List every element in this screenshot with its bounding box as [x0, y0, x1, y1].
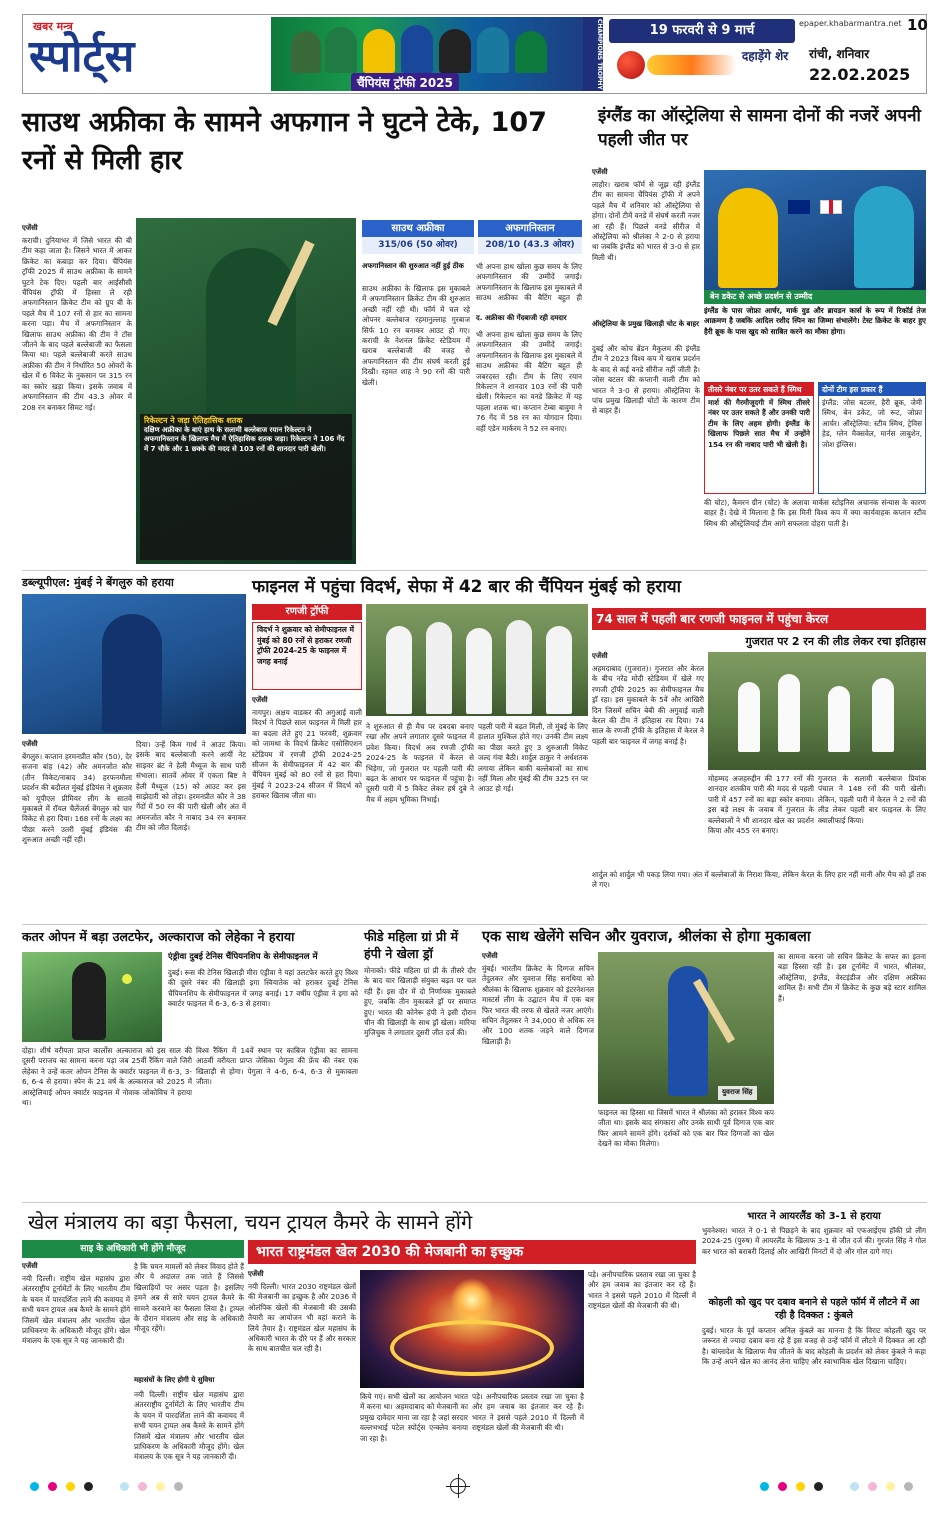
page-number: 10	[907, 16, 928, 34]
city-day: रांची, शनिवार	[809, 47, 870, 61]
wpl-body: बेंगलुरु। कप्तान हरमनप्रीत कौर (50), देर सजना बांह (42) और अमनजोत कौर (तीन विकेट/नाबाद 34) हरफनमौला प्रदर्शन की बदौलत मुंबई इंडियंस ने शुक्रवार को यूपीएल प्रीमियर लीग के सातवें मुकाबले में रॉयल चैलेंजर्स बेंगलुरु को चार विकेट से हरा दिया। 168 रनों के लक्ष्य का पीछा करने उतरी मुंबई इंडियंस की शुरुआत अच्छी नहीं रही।	[22, 752, 132, 845]
fide-headline: फीडे महिला ग्रां प्री में हंपी ने खेला ड्रॉ	[364, 929, 459, 961]
cricket-ball-icon	[617, 51, 645, 79]
ministry-headline: खेल मंत्रालय का बड़ा फैसला, चयन ट्रायल कैमरे के सामने होंगे	[28, 1210, 473, 1234]
date-range: 19 फरवरी से 9 मार्च	[609, 19, 795, 43]
lead-col-3b: भी अपना हाथ खोला कुछ समय के लिए अफगानिस्तान की उम्मीदें जगाईं। अफगानिस्तान के खिलाफ इस मुकाबले में साउथ अफ्रीका की बैटिंग बहुत ही जबरदस्त रही। टीम के लिए रयान रिकेल्टन ने शानदार 103 रनों की पारी खेली। रिकेल्टन का वनडे क्रिकेट में यह पहला शतक था। कप्तान टेम्बा बावुमा ने 76 गेंद में 58 रन का योगदान दिया। वहीं एडेन मार्करम ने 52 रन बनाए।	[476, 330, 582, 433]
squad-box-title: दोनों टीम इस प्रकार हैं	[819, 383, 925, 396]
wpl-col-2: दिया। उन्हें किम गार्थ ने आउट किया। इसके बाद बल्लेबाजी करने आयीं नेट साइवर ब्रंट ने हेली मैथ्यूज के साथ पारी संभाला। सातवें ओवर में एकता बिष्ट ने हेली मैथ्यूज (15) को आउट कर इस साझेदारी को तोड़ा। हरमनप्रीत कौर ने 38 गेंदों में 50 रन की पारी खेली और अंत में अमनजोत कौर ने नाबाद 34 रन बनाकर टीम को जीत दिलाई।	[136, 740, 246, 833]
kerala-photo	[708, 652, 926, 770]
ministry-agency: एजेंसी	[22, 1262, 38, 1270]
kerala-headline-bar	[592, 608, 926, 630]
eng-aus-headline: इंग्लैंड का ऑस्ट्रेलिया से सामना दोनों की नजरें अपनी पहली जीत पर	[598, 106, 921, 150]
eng-aus-agency: एजेंसी	[592, 168, 608, 176]
player-silhouette	[206, 248, 296, 438]
ministry-col-2b: नयी दिल्ली। राष्ट्रीय खेल महासंघ द्वारा अंतरराष्ट्रीय टूर्नामेंटों के लिए भारतीय टीम के चयन में पारदर्शिता लाने की कवायद में सभी चयन ट्रायल अब कैमरे के सामने होंगे जिसमें खेल मंत्रालय और भारतीय खेल प्राधिकरण के अधिकारी मौजूद होंगे। खेल मंत्रालय के एक सूत्र ने यह जानकारी दी।	[134, 1390, 244, 1462]
ministry-sub-2: महासंघों के लिए होगी ये सुविधा	[134, 1376, 215, 1384]
sachin-agency: एजेंसी	[482, 952, 498, 960]
squad-box	[818, 382, 926, 494]
player-left	[718, 188, 778, 288]
aus-flag-icon	[788, 200, 810, 214]
eng-aus-bottom: की चोट), कैमरन ग्रीन (चोट) के अलावा मार्कस स्टोइनिस अचानक संन्यास के कारण बाहर हैं। देखे में मिलाना है कि इस मिनी विश्व कप में क्या कार्यवाहक कप्तान स्टीव स्मिथ की ऑस्ट्रेलियाई टीम आगे सफलता दोहरा पाती है।	[704, 498, 926, 528]
squad-box-body: इंग्लैंड: जोस बटलर, हैरी ब्रूक, जेमी स्मिथ, बेन डकेट, जो रूट, जोफ्रा आर्चर। ऑस्ट्रेलिया: स्टीव स्मिथ, ट्रेविस हेड, ग्लेन मैक्सवेल, मार्नस लाबुशेन, जोश इंग्लिस।	[822, 398, 922, 449]
vidarbha-summary: विदर्भ ने शुक्रवार को सेमीफाइनल में मुंबई को 80 रनों से हराकर रणजी ट्रॉफी 2024-25 के फाइनल में जगह बनाई	[257, 625, 354, 666]
kerala-subhead: गुजरात पर 2 रन की लीड लेकर रचा इतिहास	[745, 635, 926, 648]
wpl-photo	[22, 594, 246, 734]
wpl-headline: डब्ल्यूपीएल: मुंबई ने बेंगलुरु को हराया	[22, 576, 174, 589]
players-banner	[271, 17, 583, 91]
epaper-url[interactable]: epaper.khabarmantra.net	[799, 19, 902, 28]
kerala-col-2: मोहम्मद अजहरुद्दीन की 177 रनों की शानदार शतकीय पारी की मदद से पहली पारी में 457 रनों का बड़ा स्कोर बनाया। इस बड़े लक्ष्य के जवाब में गुजरात के बल्लेबाजों ने भी शानदार खेल का प्रदर्शन किया और 455 रन बनाए।	[708, 774, 814, 836]
vidarbha-col-3: पहली पारी में बढ़त मिली, तो मुंबई के लिए हालात मुश्किल होते गए। उनकी टीम लक्ष्य का पीछा करते हुए 3 शुरुआती विकेट जल्द गंवा बैठी। शार्दुल ठाकुर ने अर्धशतक लगाया लेकिन बाकी बल्लेबाजों का साथ नहीं मिला और मुंबई की टीम 325 रन पर आउट हो गई।	[478, 722, 588, 794]
score-sa-value: 315/06 (50 ओवर)	[362, 237, 474, 254]
trophy-label: चैंपियंस ट्रॉफी 2025	[351, 73, 459, 91]
eng-aus-body: लाहौर। खराब फॉर्म से जूझ रही इंग्लैंड टीम का सामना चैंपियंस ट्रॉफी में अपने पहले मैच में शनिवार को ऑस्ट्रेलिया से होगा। दोनों टीमें वनडे में संघर्ष करती नजर आ रही हैं। पिछले वनडे सीरीज में ऑस्ट्रेलिया को श्रीलंका ने 2-0 से हराया था जबकि इंग्लैंड को भारत से 3-0 से हार मिली थी।	[592, 180, 700, 262]
kerala-bottom: शार्दुल को शार्दुल भी पकड़ लिया गया। अंत में बल्लेबाजों के निराश किया, लेकिन केरल के लिए हार नहीं मानी और मैच को ड्रॉ तक ले गए।	[592, 870, 926, 890]
sachin-photo-caption: युवराज सिंह	[718, 1086, 757, 1100]
score-sa-team: साउथ अफ्रीका	[362, 220, 474, 237]
kerala-body: अहमदाबाद (गुजरात)। गुजरात और केरल के बीच नरेंद्र मोदी स्टेडियम में खेले गए रणजी ट्रॉफी 2025 का सेमीफाइनल मैच ड्रॉ रहा। इस मुकाबले के 5वें और आखिरी दिन जिसमें सचिन बेबी की अगुवाई वाली केरल की टीम ने इतिहास रच दिया। 74 साल के रणजी ट्रॉफी के इतिहास में केरल ने पहली बार फाइनल में जगह बनाई है।	[592, 664, 704, 746]
eng-aus-sub: ऑस्ट्रेलिया के प्रमुख खिलाड़ी चोट के बाहर	[592, 320, 699, 328]
qatar-body: दोहा। शीर्ष वरीयता प्राप्त कार्लोस अल्काराज को इस साल की दूसरी पराजय का सामना करना पड़ा जब 25वीं रैंकिंग वाले जिरी लेहेका ने उन्हें कतर ओपन टेनिस के क्वार्टर फाइनल में 6-3, 3-6, 6-4 से हराया। स्पेन के 21 वर्ष के अल्काराज को 2025 में आस्ट्रेलियाई ओपन क्वार्टर फाइनल में नोवाक जोकोविच ने हराया था।	[22, 1046, 192, 1108]
vidarbha-photo	[366, 604, 588, 716]
tagline: दहाड़ेंगे शेर	[741, 49, 789, 63]
vidarbha-agency: एजेंसी	[252, 696, 268, 704]
eng-aus-photo-caption: बेन डकेट से अच्छे प्रदर्शन से उम्मीद	[704, 290, 926, 304]
kerala-col-3: गुजरात के सलामी बल्लेबाज प्रियांक पंचाल ने 148 रनों की पारी खेली। लेकिन, पहली पारी में केरल ने 2 रनों की लीड लेकर पहली बार फाइनल के लिए क्वालीफाई किया।	[818, 774, 926, 825]
fireworks	[450, 1278, 494, 1322]
vidarbha-body: नागपुर। अक्षय वाडकर की अगुआई वाली विदर्भ ने पिछले साल फाइनल में मिली हार का बदला लेते हुए 21 फरवरी, शुक्रवार को जामथा के विदर्भ क्रिकेट एसोसिएशन स्टेडियम में रणजी ट्रॉफी 2024-25 सीजन के सेमीफाइनल में 42 बार की चैंपियन मुंबई को 80 रनों से हरा दिया। मुंबई ने 2023-24 सीजन में विदर्भ को हराकर खिताब जीता था।	[252, 708, 362, 801]
lead-photo-caption	[140, 414, 352, 560]
lead-agency: एजेंसी	[22, 224, 38, 232]
ministry-subhead-bar	[22, 1240, 244, 1258]
cwg-col-2b: पड़े। अनौपचारिक प्रस्ताव रखा जा चुका है और हम जवाब का इंतजार कर रहे हैं। भारत ने इससे पहले 2010 में दिल्ली में राष्ट्रमंडल खेलों की मेजबानी की थी।	[472, 1392, 584, 1433]
qatar-subhead: एंड्रीवा दुबई टेनिस चैंपियनशिप के सेमीफाइनल में	[168, 952, 318, 962]
cwg-headline: भारत राष्ट्रमंडल खेल 2030 की मेजबानी का इच्छुक	[256, 1244, 524, 1260]
smith-box-body: मार्श की गैरमौजूदगी में स्मिथ तीसरे नंबर पर उतर सकते हैं और उनकी पारी टीम के लिए अहम होगी। इंग्लैंड के खिलाफ पिछले सात मैच में उन्होंने 154 रन की नाबाद पारी भी खेली है।	[708, 398, 810, 449]
brand-small: खबर मन्त्र	[33, 20, 73, 33]
fide-body: मोनाको। फीडे महिला ग्रां प्री के तीसरे दौर के बाद चार खिलाड़ी संयुक्त बढ़त पर चल रही हैं। इस दौर में दो निर्णायक मुकाबले हुए, जबकि तीन मुकाबले ड्रॉ पर समाप्त हुए। भारत की कोनेरू हंपी ने इसी दौरान चीन की खिलाड़ी के साथ ड्रॉ खेला। मारिया मुजिचुक ने लगातार दूसरी जीत दर्ज की।	[364, 966, 476, 1038]
caption-title: रिकेल्टन ने जड़ा ऐतिहासिक शतक	[144, 416, 243, 425]
ministry-body: नयी दिल्ली। राष्ट्रीय खेल महासंघ द्वारा अंतरराष्ट्रीय टूर्नामेंटों के लिए भारतीय टीम के चयन में पारदर्शिता लाने की कवायद में सभी चयन ट्रायल अब कैमरे के सामने होंगे जिसमें खेल मंत्रालय और भारतीय खेल प्राधिकरण के अधिकारी मौजूद होंगे। खेल मंत्रालय के एक सूत्र ने यह जानकारी दी।	[22, 1274, 130, 1346]
ranji-tag: रणजी ट्रॉफी	[252, 604, 362, 620]
hockey-body: भुवनेश्वर। भारत ने 0-1 से पिछड़ने के बाद शुक्रवार को एफआईएच हॉकी प्रो लीग 2024-25 (पुरुष) में आयरलैंड के खिलाफ 3-1 से जीत दर्ज की। गुरजंत सिंह ने गोल कर भारत को बराबरी दिलाई और आखिरी मिनटों में दो और गोल दागे गए।	[702, 1226, 926, 1256]
lead-col-2: साउथ अफ्रीका के खिलाफ इस मुकाबले में अफगानिस्तान क्रिकेट टीम की शुरुआत अच्छी नहीं रही थी। फॉर्म में चल रहे ओपनर बल्लेबाज रहमानुल्लाह गुरबाज सिर्फ 10 रन बनाकर आउट हो गए। कराची के नेशनल क्रिकेट स्टेडियम में खराब बल्लेबाजी की वजह से अफगानिस्तान की टीम संघर्ष करती हुई दिखी। रहमत शाह ने 90 रनों की पारी खेली।	[362, 284, 470, 387]
issue-date: 22.02.2025	[809, 65, 911, 84]
eng-flag-cross	[829, 200, 833, 214]
registration-cross-v	[458, 1474, 459, 1498]
hockey-headline: भारत ने आयरलैंड को 3-1 से हराया	[747, 1211, 881, 1222]
lead-body: कराची। दुनियाभर में जिसे भारत की बी टीम कहा जाता है। जिसने भारत में आकर क्रिकेट का कबाड़ा कर दिया। चैंपियंस ट्रॉफी 2025 में साउथ अफ्रीका के सामने घुटने टेक दिए। पहली बार आईसीसी चैंपियंस ट्रॉफी में हिस्सा ले रही अफगानिस्तान क्रिकेट टीम को ग्रुप बी के पहले मैच में 107 रनों से हार का सामना करना पड़ा। मैच में अफगानिस्तान के खिलाफ साउथ अफ्रीका की टीम ने टॉस जीतने के बाद पहले बल्लेबाजी का फैसला किया था। पहले बल्लेबाजी करते साउथ अफ्रीका की टीम ने निर्धारित 50 ओवरों के खेल में 6 विकेट के नुकसान पर 315 रन का स्कोर खड़ा किया। इसके जवाब में अफगानिस्तान की टीम 43.3 ओवर में 208 रन बनाकर सिमट गई।	[22, 236, 132, 412]
kerala-agency: एजेंसी	[592, 652, 608, 660]
score-afg	[478, 220, 582, 254]
kohli-body: दुबई। भारत के पूर्व कप्तान अनिल कुंबले का मानना है कि विराट कोहली खुद पर जरूरत से ज्यादा दबाव बना रहे हैं इस वजह से उन्हें फॉर्म में लौटने में दिक्कत आ रही है। बांग्लादेश के खिलाफ मैच जीतने के बाद कोहली के प्रदर्शन को लेकर कुंबले ने कहा कि उन्हें अपने खेल का आनंद लेना चाहिए और स्वाभाविक खेल दिखाना चाहिए।	[702, 1326, 926, 1367]
section-divider-3	[22, 1202, 927, 1203]
eng-aus-col-right: इंग्लैंड के पास जोफ्रा आर्चर, मार्क वुड और ब्रायडन कार्स के रूप में रिकॉर्ड तेज आक्रमण है जबकि आदिल रशीद स्पिन का जिम्मा संभालेंगे। टेस्ट क्रिकेट के बाहर हुए हैरी ब्रूक के पास खुद को साबित करने का मौका होगा।	[704, 306, 926, 336]
brand-big: स्पोर्ट्स	[29, 31, 135, 82]
fire-trail	[647, 55, 737, 75]
ministry-subhead: साइ के अधिकारी भी होंगे मौजूद	[80, 1244, 186, 1254]
player-right	[854, 186, 914, 288]
score-sa	[362, 220, 474, 254]
kerala-headline: 74 साल में पहली बार रणजी फाइनल में पहुंचा केरल	[596, 612, 829, 626]
footer-registration-strip	[0, 1474, 945, 1498]
section-divider-1	[22, 570, 927, 571]
cwg-col-3: पड़े। अनौपचारिक प्रस्ताव रखा जा चुका है और हम जवाब का इंतजार कर रहे हैं। भारत ने इससे पहले 2010 में दिल्ली में राष्ट्रमंडल खेलों की मेजबानी की थी।	[588, 1270, 696, 1311]
sachin-photo	[598, 952, 774, 1104]
cwg-agency: एजेंसी	[248, 1270, 264, 1278]
lead-col-3: भी अपना हाथ खोला कुछ समय के लिए अफगानिस्तान की उम्मीदें जगाईं। अफगानिस्तान के खिलाफ इस मुकाबले में साउथ अफ्रीका की बैटिंग बहुत ही	[476, 262, 582, 303]
sachin-col-2: फाइनल का हिस्सा था जिसमें भारत ने श्रीलंका को हराकर विश्व कप जीता था। इसके बाद संगकारा और उनके साथी पूर्व दिग्गज एक बार फिर आमने सामने होंगे। दर्शकों को एक बार फिर दिग्गजों का खेल देखने का मौका मिलेगा।	[598, 1108, 774, 1149]
player-figures	[291, 23, 581, 73]
cwg-photo	[360, 1270, 584, 1388]
eng-aus-photo	[704, 170, 926, 290]
champions-vertical-text: CHAMPIONS TROPHY	[596, 18, 603, 90]
batter-silhouette	[102, 614, 162, 732]
eng-aus-body-2: दुबई और कोच ब्रेंडन मैकुलम की इंग्लैंड टीम ने 2023 विश्व कप में खराब प्रदर्शन के बाद से कई वनडे सीरीज नहीं जीती है। जोस बटलर की कप्तानी वाली टीम को भारत ने 3-0 से हराया। ऑस्ट्रेलिया के पांच प्रमुख खिलाड़ी चोटों के कारण टीम से बाहर हैं।	[592, 344, 700, 416]
ministry-col-2: है कि चयन मामलों को लेकर विवाद होते हैं और ये अदालत तक जाते हैं जिससे खिलाड़ियों पर असर पड़ता है। इसलिए हमने अब से सारे चयन ट्रायल कैमरे के सामने करवाने का फैसला लिया है। ट्रायल के दौरान मंत्रालय और साइ के अधिकारी मौजूद रहेंगे।	[134, 1262, 244, 1334]
masthead	[22, 14, 927, 94]
smith-box-title: तीसरे नंबर पर उतर सकते हैं स्मिथ	[705, 383, 813, 396]
score-afg-team: अफगानिस्तान	[478, 220, 582, 237]
wpl-agency: एजेंसी	[22, 740, 38, 748]
qatar-col-3: विश्व रैंकिंग में 14वें स्थान पर काबिज एंड्रीवा का सामना आठवीं वरीयता प्राप्त जेसिका पेगुला की फ्रेंच की नंबर एक खिलाड़ी से होगा। पेगुला ने 4-6, 6-4, 6-3 से मुकाबला जीता।	[196, 1046, 358, 1087]
vidarbha-col-2: ने शुरुआत से ही मैच पर दबदबा बनाए रखा और अपने लगातार दूसरे फाइनल में प्रवेश किया। विदर्भ अब रणजी ट्रॉफी 2024-25 के फाइनल में केरल से भिड़ेगा, जो गुजरात पर पहली पारी की बढ़त के आधार पर फाइनल में पहुंचा है। दूसरी पारी में 5 विकेट लेकर हर्ष दुबे ने मैच में अहम भूमिका निभाई।	[366, 722, 474, 804]
cwg-body: नयी दिल्ली। भारत 2030 राष्ट्रमंडल खेलों की मेजबानी का इच्छुक है और 2036 में ओलंपिक खेलों की मेजबानी की उसकी तैयारी का आयोजन भी वहां कराने के लिये तैयार है। राष्ट्रमंडल खेल महासंघ के अधिकारी भारत के दौरे पर हैं और सरकार के साथ बातचीत चल रही है।	[248, 1282, 356, 1354]
sachin-col-3: का सामना करना जो सचिन क्रिकेट के सफर का इतना बड़ा हिस्सा रही है। इस टूर्नामेंट में भारत, श्रीलंका, ऑस्ट्रेलिया, इंग्लैंड, वेस्टइंडीज और दक्षिण अफ्रीका शामिल हैं। सभी टीम में क्रिकेट के कुछ बड़े स्टार शामिल हैं।	[778, 952, 926, 1003]
lead-photo	[136, 218, 356, 564]
tennis-player	[72, 962, 106, 1040]
smith-box	[704, 382, 814, 494]
qatar-photo	[22, 952, 162, 1042]
score-afg-value: 208/10 (43.3 ओवर)	[478, 237, 582, 254]
champions-vertical	[583, 17, 603, 91]
tennis-ball-icon	[122, 974, 132, 984]
vidarbha-headline: फाइनल में पहुंचा विदर्भ, सेफा में 42 बार की चैंपियन मुंबई को हराया	[252, 577, 681, 597]
qatar-col-2: दुबई। रूस की टेनिस खिलाड़ी मीरा एंड्रीवा ने यहां उलटफेर करते हुए विश्व की दूसरे नंबर की खिलाड़ी इगा स्वियातेक को हराकर दुबई टेनिस चैंपियनशिप के सेमीफाइनल में जगह बनाई। 17 वर्षीय एंड्रीवा ने इगा को क्वार्टर फाइनल में 6-3, 6-3 से हराया।	[168, 968, 358, 1009]
stadium-ring	[390, 1320, 554, 1376]
kohli-headline: कोहली को खुद पर दबाव बनाने से पहले फॉर्म में लौटने में आ रही है दिक्कत : कुंबले	[708, 1297, 920, 1321]
vidarbha-summary-box	[252, 622, 362, 690]
sachin-body: मुंबई। भारतीय क्रिकेट के दिग्गज सचिन तेंदुलकर और युवराज सिंह सनथिया को श्रीलंका के खिलाफ शुक्रवार को इंटरनेशनल मास्टर्स लीग के उद्घाटन मैच में एक बार फिर भारत की तरफ से खेलते नजर आएंगे। सचिन तेंदुलकर ने 34,000 से अधिक रन और 100 शतक जड़ने वाले दिग्गज खिलाड़ी हैं।	[482, 964, 594, 1046]
caption-body: दक्षिण अफ्रीका के बाएं हाथ के सलामी बल्लेबाज रयान रिकेल्टन ने अफगानिस्तान के खिलाफ मैच में ऐतिहासिक शतक जड़ा। रिकेल्टन ने 106 गेंद में 7 चौके और 1 छक्के की मदद से 103 रनों की शानदार पारी खेली।	[144, 425, 345, 453]
lead-sub-2: द. अफ्रीका की गेंदबाजी रही दमदार	[476, 314, 567, 322]
cwg-col-2: किये गए। सभी खेलों का आयोजन भारत में करना था। अहमदाबाद को मेजबानी का प्रमुख दावेदार माना जा रहा है जहां सरदार वल्लभभाई पटेल स्पोर्ट्स एन्क्लेव बनाया जा रहा है।	[360, 1392, 468, 1443]
lead-sub-1: अफगानिस्तान की शुरुआत नहीं हुई ठीक	[362, 262, 464, 270]
lead-headline: साउथ अफ्रीका के सामने अफगान ने घुटने टेके, 107 रनों से मिली हार	[22, 107, 547, 176]
section-divider-2	[22, 924, 927, 925]
sachin-headline: एक साथ खेलेंगे सचिन और युवराज, श्रीलंका से होगा मुकाबला	[482, 929, 811, 945]
qatar-headline: कतर ओपन में बड़ा उलटफेर, अल्काराज को लेहेका ने हराया	[22, 929, 295, 944]
cwg-headline-bar	[248, 1240, 696, 1264]
